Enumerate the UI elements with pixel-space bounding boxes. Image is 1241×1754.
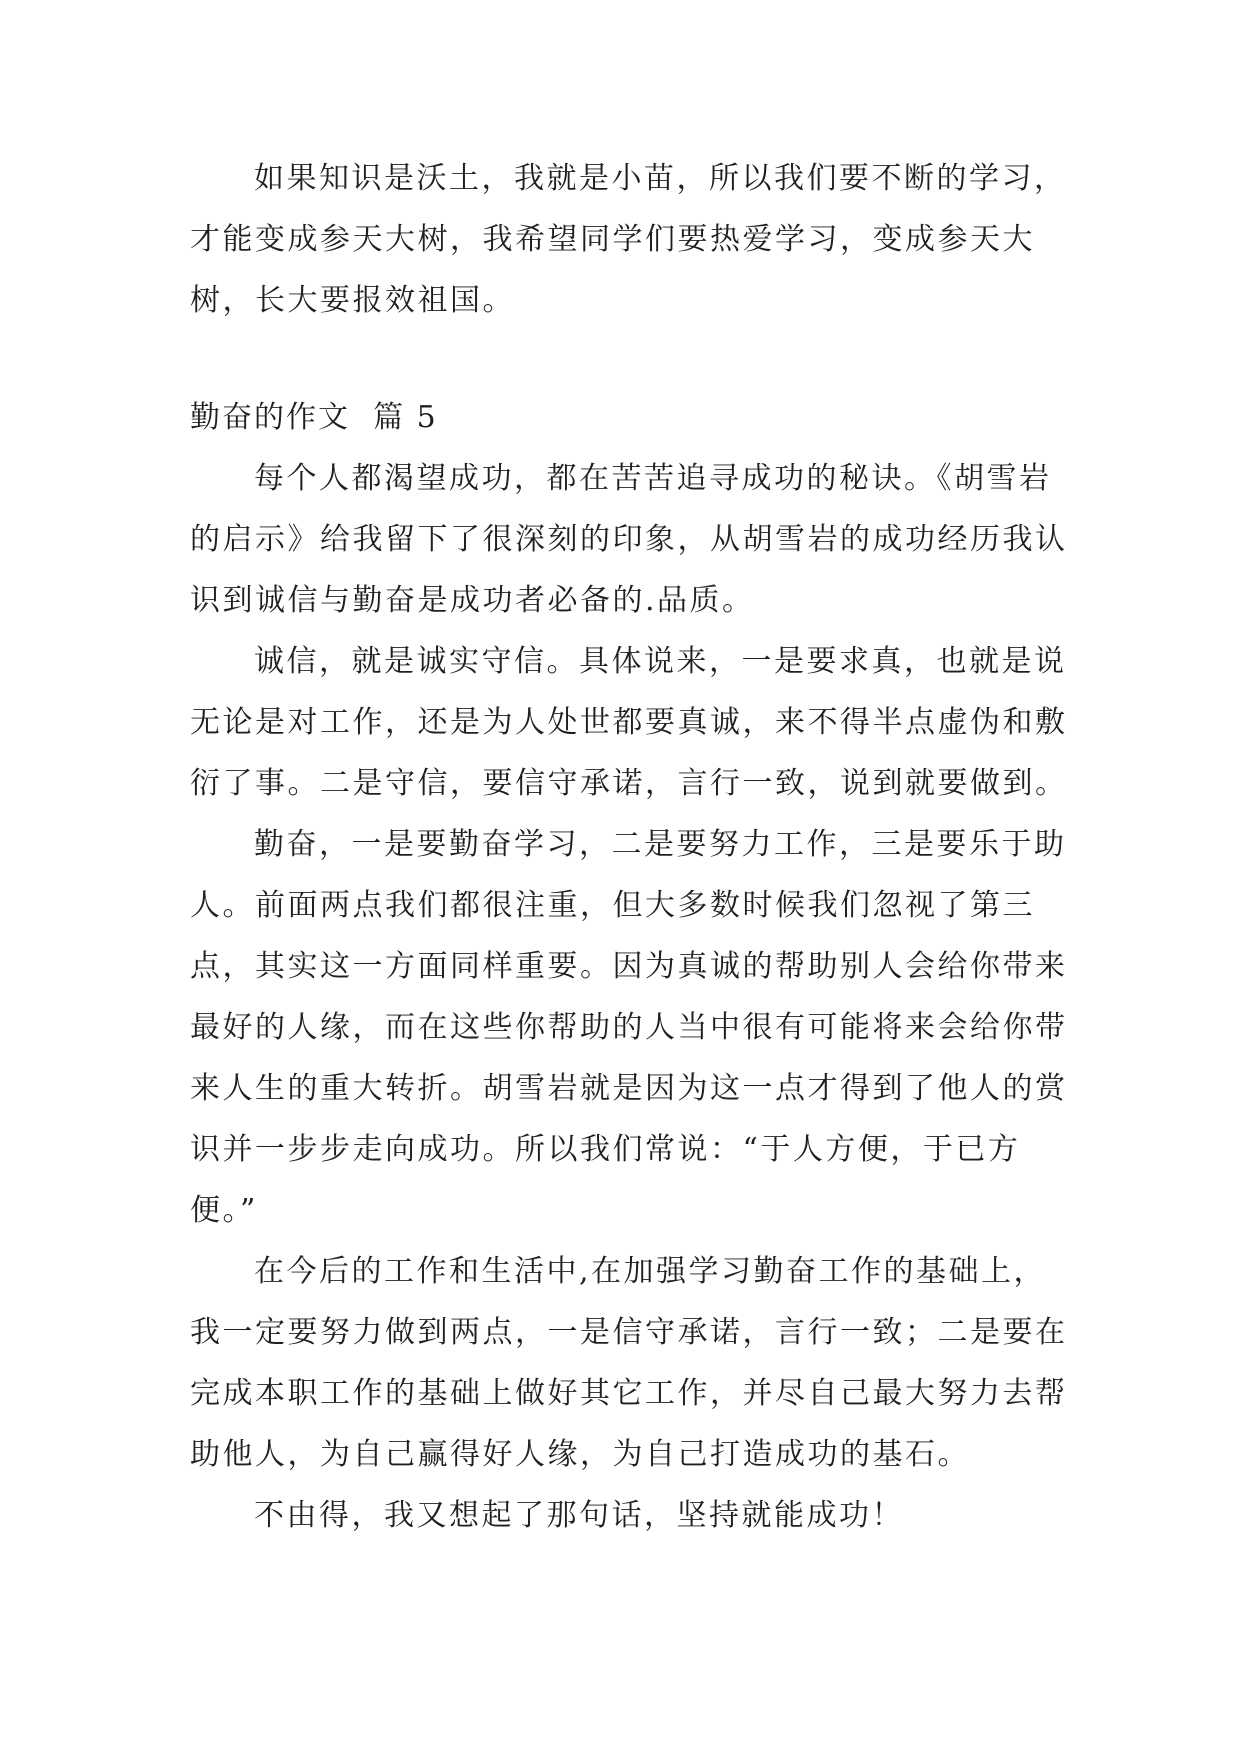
document-body <box>190 148 1070 1546</box>
paragraph-3: 勤奋，一是要勤奋学习，二是要努力工作，三是要乐于助人。前面两点我们都很注重，但大多数时候我们忽视了第三点，其实这一方面同样重要。因为真诚的帮助别人会给你带来最好的人缘，而在这些你帮助的人当中很有可能将来会给你带来人生的重大转折。胡雪岩就是因为这一点才得到了他人的赏识并一步步走向成功。所以我们常说：“于人方便，于已方便。” <box>190 827 1068 1228</box>
paragraph-5: 不由得，我又想起了那句话，坚持就能成功！ <box>254 1498 904 1533</box>
intro-paragraph: 如果知识是沃土，我就是小苗，所以我们要不断的学习，才能变成参天大树，我希望同学们要热爱学习，变成参天大树，长大要报效祖国。 <box>190 161 1067 318</box>
paragraph-4: 在今后的工作和生活中,在加强学习勤奋工作的基础上，我一定要努力做到两点，一是信守承诺，言行一致；二是要在完成本职工作的基础上做好其它工作，并尽自己最大努力去帮助他人，为自己赢得好人缘，为自己打造成功的基石。 <box>190 1254 1068 1472</box>
paragraph-2: 诚信，就是诚实守信。具体说来，一是要求真，也就是说无论是对工作，还是为人处世都要真诚，来不得半点虚伪和敷衍了事。二是守信，要信守承诺，言行一致，说到就要做到。 <box>190 644 1068 801</box>
paragraph-1: 每个人都渴望成功，都在苦苦追寻成功的秘诀。《胡雪岩的启示》给我留下了很深刻的印象，从胡雪岩的成功经历我认识到诚信与勤奋是成功者必备的.品质。 <box>190 461 1068 618</box>
section-heading: 勤奋的作文 篇 5 <box>190 400 438 435</box>
